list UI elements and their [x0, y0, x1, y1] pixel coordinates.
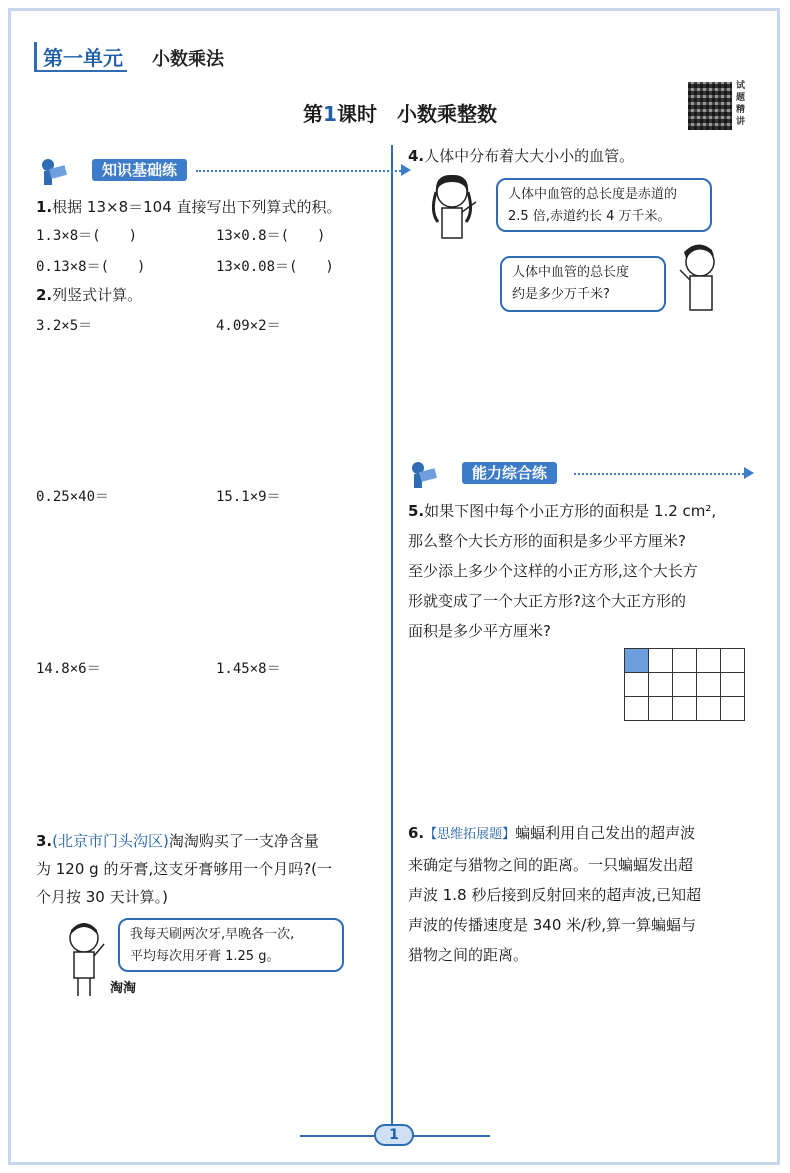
section-title-basic: [36, 157, 386, 183]
question-number: 5.: [408, 502, 425, 520]
q2-item: 4.09×2＝: [216, 318, 281, 334]
dotted-line: [196, 170, 401, 172]
girl-speech-bubble: [496, 178, 712, 232]
question-text: 为 120 g 的牙膏,这支牙膏够用一个月吗?(一: [36, 860, 333, 878]
question-text: 蝙蝠利用自己发出的超声波: [515, 824, 696, 842]
dotted-line: [574, 473, 744, 475]
q1-item: 13×0.8＝( ): [216, 228, 326, 244]
q2-item: 15.1×9＝: [216, 489, 281, 505]
column-divider: [391, 145, 393, 1130]
bubble-text: 人体中血管的总长度是赤道的: [508, 187, 678, 202]
boy-taotao-illustration: [64, 920, 108, 1000]
question-number: 4.: [408, 147, 425, 165]
lesson-prefix: 第: [303, 102, 324, 126]
square-grid: [624, 648, 745, 721]
section-label: 能力综合练: [462, 462, 557, 484]
mascot-icon: [406, 460, 438, 490]
lesson-title: [250, 98, 550, 127]
q2-item: 0.25×40＝: [36, 489, 110, 505]
section-label: 知识基础练: [92, 159, 187, 181]
question-text: 根据 13×8＝104 直接写出下列算式的积。: [52, 198, 342, 216]
grid-cell: [649, 697, 673, 721]
qr-code[interactable]: [688, 82, 732, 130]
grid-cell: [649, 673, 673, 697]
q2-item: 14.8×6＝: [36, 661, 101, 677]
q6-prompt: [408, 818, 764, 970]
boy-illustration: [674, 244, 724, 316]
section-title-comprehensive: [406, 460, 756, 486]
lesson-number: 1: [323, 102, 337, 126]
q2-item: 3.2×5＝: [36, 318, 93, 334]
grid-cell: [673, 697, 697, 721]
q1-item: 1.3×8＝( ): [36, 228, 138, 244]
grid-cell: [721, 697, 745, 721]
q2-item: 1.45×8＝: [216, 661, 281, 677]
grid-cell: [673, 673, 697, 697]
grid-cell-filled: [625, 649, 649, 673]
question-text: 淘淘购买了一支净含量: [168, 832, 319, 850]
q4-prompt: [408, 145, 634, 167]
question-text: 那么整个大长方形的面积是多少平方厘米?: [408, 532, 686, 550]
bubble-text: 平均每次用牙膏 1.25 g。: [130, 949, 280, 964]
page-number: 1: [374, 1124, 414, 1146]
question-text: 猎物之间的距离。: [408, 946, 529, 964]
grid-cell: [697, 649, 721, 673]
grid-cell: [721, 649, 745, 673]
question-source: (北京市门头沟区): [52, 832, 169, 850]
q5-prompt: [408, 496, 764, 646]
question-text: 如果下图中每个小正方形的面积是 1.2 cm²,: [424, 502, 717, 520]
arrow-icon: [744, 467, 754, 479]
unit-name: 第一单元: [43, 46, 123, 70]
unit-badge: [34, 42, 127, 72]
grid-cell: [625, 673, 649, 697]
question-number: 2.: [36, 286, 53, 304]
question-text: 人体中分布着大大小小的血管。: [424, 147, 635, 165]
grid-cell: [649, 649, 673, 673]
question-number: 1.: [36, 198, 53, 216]
unit-topic: 小数乘法: [152, 49, 224, 70]
question-text: 声波的传播速度是 340 米/秒,算一算蝙蝠与: [408, 916, 696, 934]
taotao-speech-bubble: [118, 918, 344, 972]
q2-prompt: [36, 284, 142, 306]
question-tag: 【思维拓展题】: [424, 827, 516, 842]
bubble-text: 2.5 倍,赤道约长 4 万千米。: [508, 209, 671, 224]
girl-illustration: [426, 172, 482, 244]
grid-cell: [625, 697, 649, 721]
boy-speech-bubble: [500, 256, 666, 312]
question-number: 3.: [36, 832, 53, 850]
question-text: 来确定与猎物之间的距离。一只蝙蝠发出超: [408, 856, 694, 874]
bubble-text: 人体中血管的总长度: [512, 265, 630, 280]
grid-cell: [673, 649, 697, 673]
grid-cell: [697, 697, 721, 721]
qr-caption: 试题精讲: [736, 81, 746, 127]
bubble-text: 约是多少万千米?: [512, 287, 610, 302]
q1-item: 13×0.08＝( ): [216, 259, 334, 275]
question-text: 列竖式计算。: [52, 286, 143, 304]
lesson-name: 课时 小数乘整数: [336, 102, 497, 126]
question-text: 面积是多少平方厘米?: [408, 622, 551, 640]
q1-prompt: [36, 196, 386, 218]
question-text: 形就变成了一个大正方形?这个大正方形的: [408, 592, 686, 610]
mascot-icon: [36, 157, 68, 187]
q3-prompt: [36, 830, 386, 908]
question-text: 至少添上多少个这样的小正方形,这个大长方: [408, 562, 698, 580]
grid-cell: [721, 673, 745, 697]
q1-item: 0.13×8＝( ): [36, 259, 146, 275]
character-name: 淘淘: [110, 981, 137, 996]
question-number: 6.: [408, 824, 425, 842]
bubble-text: 我每天刷两次牙,早晚各一次,: [130, 927, 295, 942]
grid-cell: [697, 673, 721, 697]
question-text: 个月按 30 天计算。): [36, 888, 168, 906]
question-text: 声波 1.8 秒后接到反射回来的超声波,已知超: [408, 886, 702, 904]
